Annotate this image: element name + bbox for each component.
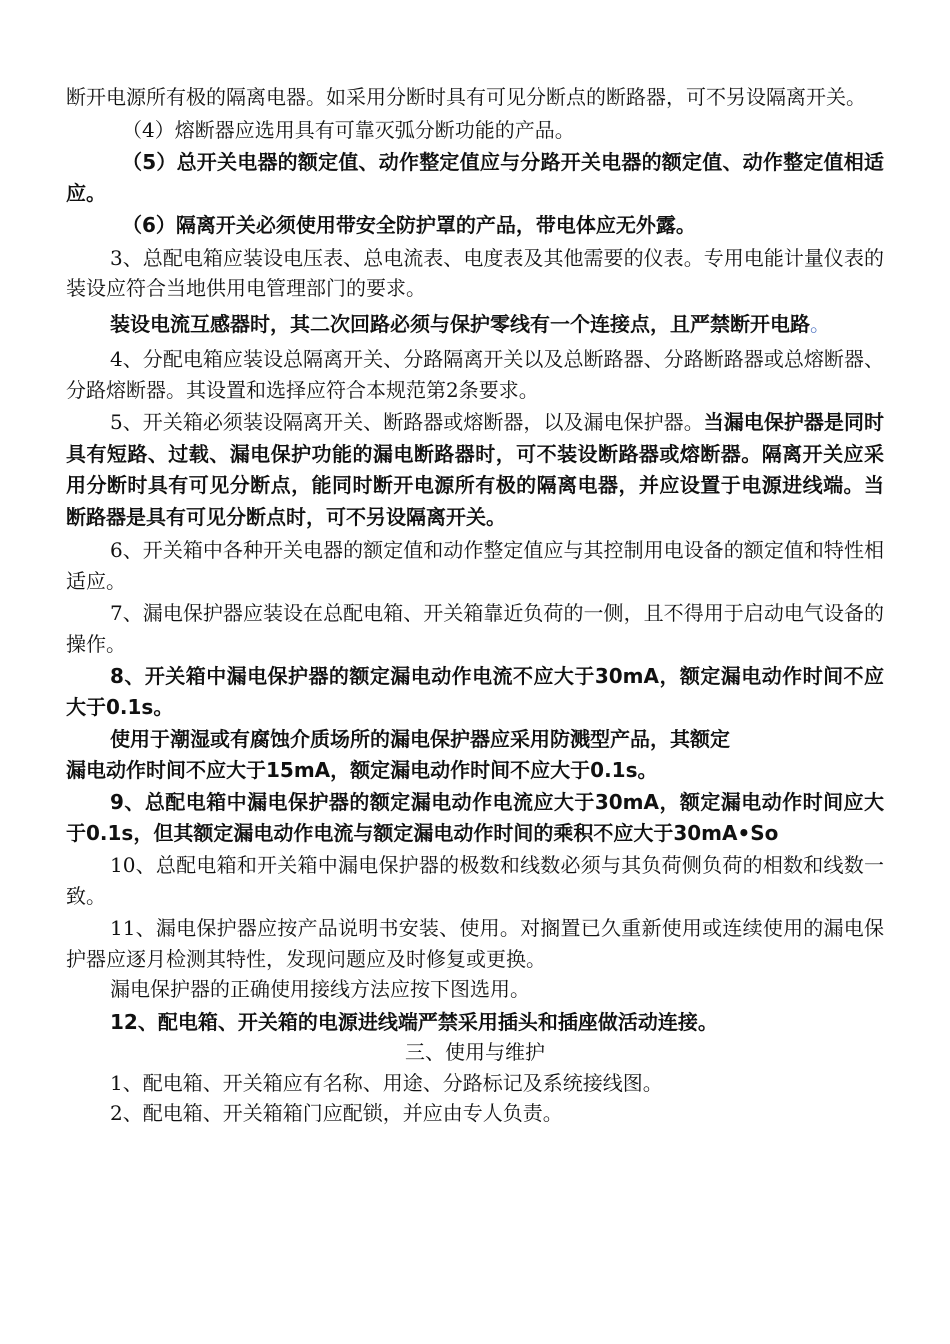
paragraph-fuse: （4）熔断器应选用具有可靠灭弧分断功能的产品。 <box>122 117 575 142</box>
paragraph-1-labels: 1、配电箱、开关箱应有名称、用途、分路标记及系统接线图。 <box>110 1070 663 1095</box>
paragraph-3-meters: 3、总配电箱应装设电压表、总电流表、电度表及其他需要的仪表。专用电能计量仪表的装设应符合当地供用电管理部门的要求。 <box>66 245 884 300</box>
paragraph-wiring-method: 漏电保护器的正确使用接线方法应按下图选用。 <box>110 977 530 1001</box>
paragraph-8-leakage-current: 8、开关箱中漏电保护器的额定漏电动作电流不应大于30mA，额定漏电动作时间不应大于0.1s。 <box>66 664 884 719</box>
paragraph-4-distribution-box: 4、分配电箱应装设总隔离开关、分路隔离开关以及总断路器、分路断路器或总熔断器、分路熔断器。其设置和选择应符合本规范第2条要求。 <box>66 347 884 402</box>
paragraph-5-switch-box <box>66 407 884 533</box>
paragraph-2-locks: 2、配电箱、开关箱箱门应配锁，并应由专人负责。 <box>110 1101 563 1125</box>
paragraph-humid-location-b: 漏电动作时间不应大于15mA，额定漏电动作时间不应大于0.1s。 <box>66 757 658 782</box>
paragraph-12-no-plug: 12、配电箱、开关箱的电源进线端严禁采用插头和插座做活动连接。 <box>110 1009 718 1034</box>
paragraph-isolation-switch-cover: （6）隔离开关必须使用带安全防护罩的产品，带电体应无外露。 <box>122 213 696 237</box>
switch-box-text-b: 当漏电保护器是同时具有短路、过载、漏电保护功能的漏电断路器时，可不装设断路器或熔断器。隔离开关应采用分断时具有可见分断点，能同时断开电源所有极的隔离电器，并应设置于电源进线端。当断路器是具有可见分断点时，可不另设隔离开关。 <box>66 410 885 529</box>
paragraph-current-transformer <box>66 309 884 340</box>
current-transformer-text: 装设电流互感器时，其二次回路必须与保护零线有一个连接点，且严禁断开电路 <box>110 311 810 336</box>
paragraph-isolation-continued: 断开电源所有极的隔离电器。如采用分断时具有可见分断点的断路器，可不另设隔离开关。 <box>66 85 866 109</box>
switch-box-text-a: 5、开关箱必须装设隔离开关、断路器或熔断器，以及漏电保护器。 <box>110 410 704 434</box>
paragraph-11-installation: 11、漏电保护器应按产品说明书安装、使用。对搁置已久重新使用或连续使用的漏电保护器应逐月检测其特性，发现问题应及时修复或更换。 <box>66 916 884 971</box>
paragraph-humid-location-a: 使用于潮湿或有腐蚀介质场所的漏电保护器应采用防溅型产品，其额定 <box>110 727 730 751</box>
paragraph-6-switch-ratings: 6、开关箱中各种开关电器的额定值和动作整定值应与其控制用电设备的额定值和特性相适应。 <box>66 538 884 593</box>
paragraph-7-leakage-protector: 7、漏电保护器应装设在总配电箱、开关箱靠近负荷的一侧，且不得用于启动电气设备的操作。 <box>66 601 884 656</box>
current-transformer-period: 。 <box>810 311 830 336</box>
paragraph-9-main-box-leakage: 9、总配电箱中漏电保护器的额定漏电动作电流应大于30mA，额定漏电动作时间应大于0.1s，但其额定漏电动作电流与额定漏电动作时间的乘积不应大于30mA•So <box>66 790 884 845</box>
paragraph-main-switch-rating: （5）总开关电器的额定值、动作整定值应与分路开关电器的额定值、动作整定值相适应。 <box>66 150 884 205</box>
section-heading-use-maintenance: 三、使用与维护 <box>405 1040 545 1064</box>
paragraph-10-poles-lines: 10、总配电箱和开关箱中漏电保护器的极数和线数必须与其负荷侧负荷的相数和线数一致。 <box>66 853 884 908</box>
